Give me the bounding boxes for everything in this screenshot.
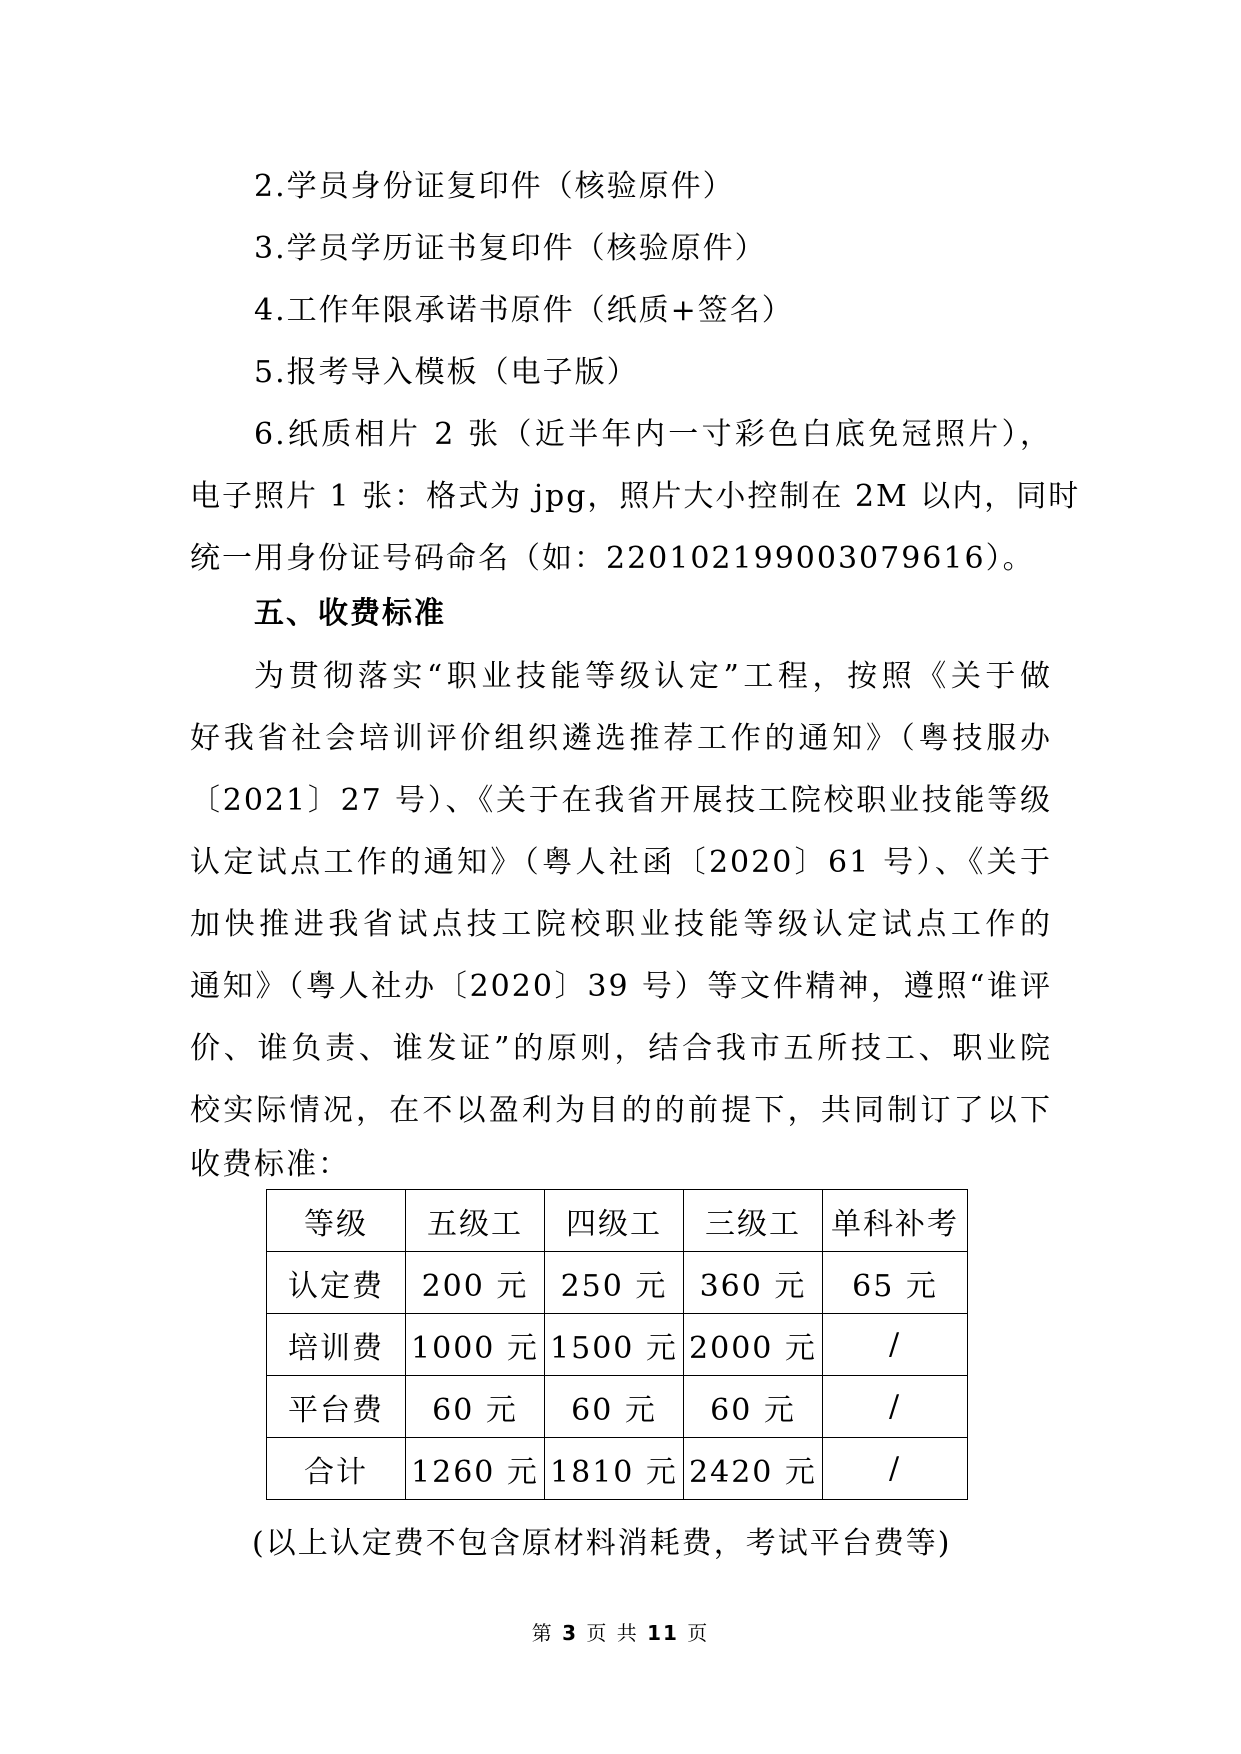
table-cell: 65 元	[823, 1252, 968, 1314]
table-cell: 合计	[267, 1438, 406, 1500]
body-line-5: 加快推进我省试点技工院校职业技能等级认定试点工作的	[190, 907, 1052, 942]
table-cell: 360 元	[684, 1252, 823, 1314]
table-cell: 认定费	[267, 1252, 406, 1314]
body-line-2: 好我省社会培训评价组织遴选推荐工作的通知》（粤技服办	[190, 721, 1052, 756]
table-cell: /	[823, 1376, 968, 1438]
current-page-number: 3	[562, 1621, 578, 1645]
list-item-work-commitment: 4.工作年限承诺书原件（纸质+签名）	[254, 293, 794, 328]
photo-requirement-line-1: 6.纸质相片 2 张（近半年内一寸彩色白底免冠照片），	[254, 417, 1052, 452]
page-footer	[0, 1621, 1241, 1645]
body-line-4: 认定试点工作的通知》（粤人社函〔2020〕61 号）、《关于	[190, 845, 1052, 880]
table-cell: /	[823, 1438, 968, 1500]
body-line-8: 校实际情况，在不以盈利为目的的前提下，共同制订了以下	[190, 1093, 1052, 1128]
table-cell: 60 元	[684, 1376, 823, 1438]
body-line-3: 〔2021〕27 号）、《关于在我省开展技工院校职业技能等级	[190, 783, 1052, 818]
table-header-cell: 等级	[267, 1190, 406, 1252]
table-cell: 1810 元	[545, 1438, 684, 1500]
fee-note: (以上认定费不包含原材料消耗费，考试平台费等)	[252, 1526, 952, 1561]
body-line-7: 价、谁负责、谁发证”的原则，结合我市五所技工、职业院	[190, 1031, 1052, 1066]
footer-middle: 页 共	[586, 1621, 639, 1645]
body-line-1: 为贯彻落实“职业技能等级认定”工程，按照《关于做	[254, 659, 1052, 694]
table-cell: 培训费	[267, 1314, 406, 1376]
table-cell: 1000 元	[406, 1314, 545, 1376]
photo-requirement-line-2: 电子照片 1 张：格式为 jpg，照片大小控制在 2M 以内，同时	[190, 479, 1081, 514]
table-header-cell: 三级工	[684, 1190, 823, 1252]
list-item-import-template: 5.报考导入模板（电子版）	[254, 355, 639, 390]
table-row	[267, 1252, 968, 1314]
table-cell: 200 元	[406, 1252, 545, 1314]
list-item-id-copy: 2.学员身份证复印件（核验原件）	[254, 169, 735, 204]
table-header-cell: 单科补考	[823, 1190, 968, 1252]
table-cell: 250 元	[545, 1252, 684, 1314]
section-heading: 五、收费标准	[254, 596, 446, 631]
table-cell: 1500 元	[545, 1314, 684, 1376]
list-item-diploma-copy: 3.学员学历证书复印件（核验原件）	[254, 231, 767, 266]
table-row	[267, 1438, 968, 1500]
body-line-9: 收费标准：	[190, 1147, 350, 1182]
table-cell: /	[823, 1314, 968, 1376]
table-header-cell: 五级工	[406, 1190, 545, 1252]
total-page-count: 11	[647, 1621, 679, 1645]
footer-suffix: 页	[687, 1621, 710, 1645]
table-cell: 60 元	[545, 1376, 684, 1438]
table-header-cell: 四级工	[545, 1190, 684, 1252]
table-row	[267, 1314, 968, 1376]
table-cell: 平台费	[267, 1376, 406, 1438]
table-row	[267, 1376, 968, 1438]
fee-table	[266, 1189, 968, 1500]
table-header-row	[267, 1190, 968, 1252]
body-line-6: 通知》（粤人社办〔2020〕39 号）等文件精神，遵照“谁评	[190, 969, 1052, 1004]
footer-prefix: 第	[531, 1621, 554, 1645]
table-cell: 2420 元	[684, 1438, 823, 1500]
photo-requirement-line-3: 统一用身份证号码命名（如：220102199003079616）。	[190, 541, 1035, 576]
table-cell: 1260 元	[406, 1438, 545, 1500]
table-cell: 60 元	[406, 1376, 545, 1438]
table-cell: 2000 元	[684, 1314, 823, 1376]
